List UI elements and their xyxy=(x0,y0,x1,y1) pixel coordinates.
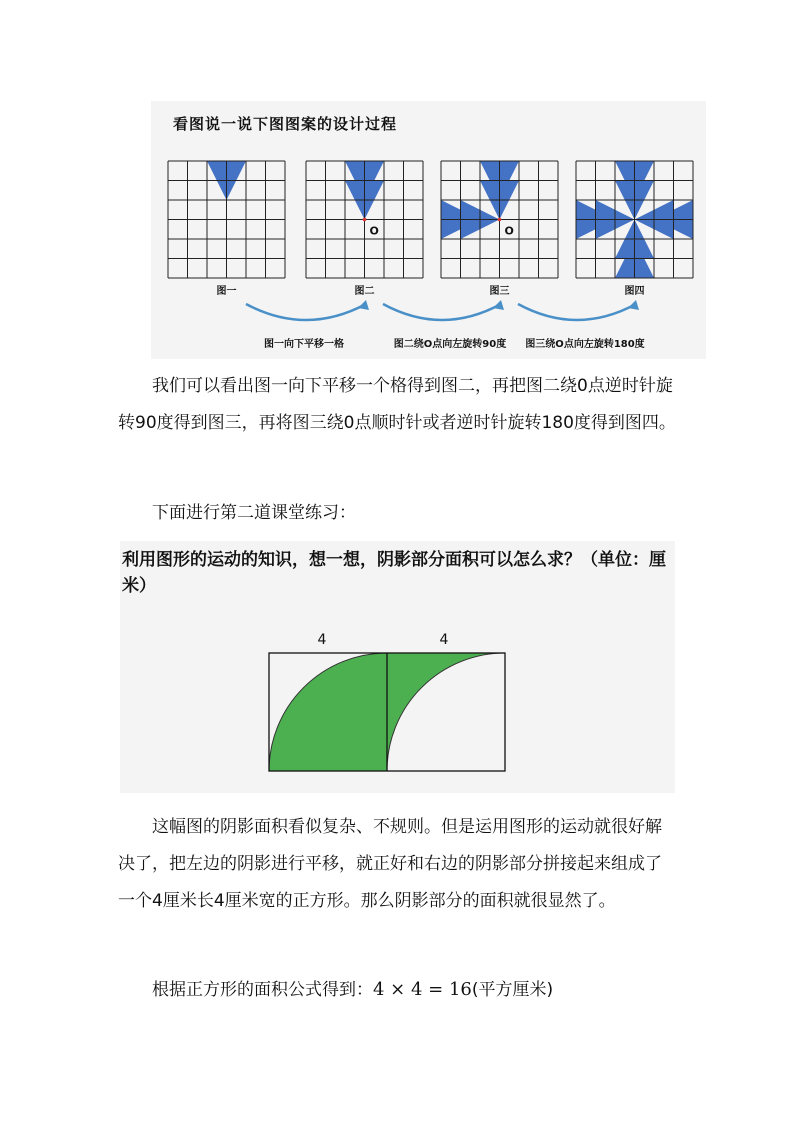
curved-arrow xyxy=(246,304,366,320)
figure-label: 图四 xyxy=(624,286,645,297)
point-o-label: O xyxy=(369,224,379,238)
formula-line xyxy=(152,975,553,1005)
paragraph-transform: 我们可以看出图一向下平移一个格得到图二，再把图二绕0点逆时针旋转90度得到图三，再将图三绕0点顺时针或者逆时针旋转180度得到图四。 xyxy=(118,376,676,433)
dim-label-left: 4 xyxy=(317,632,327,648)
grid-figures-svg xyxy=(151,101,706,359)
formula-prefix: 根据正方形的面积公式得到： xyxy=(152,980,373,1000)
curved-arrow xyxy=(518,304,636,320)
figure-label: 图一 xyxy=(216,286,237,297)
paragraph-explanation: 这幅图的阴影面积看似复杂、不规则。但是运用图形的运动就很好解决了，把左边的阴影进行平移，就正好和右边的阴影部分拼接起来组成了一个4厘米长4厘米宽的正方形。那么阴影部分的面积就很显然了。 xyxy=(118,817,662,911)
formula-unit: (平方厘米) xyxy=(471,980,554,1000)
shaded-area-svg xyxy=(120,541,675,793)
point-o-marker xyxy=(498,218,502,222)
design-process-figure xyxy=(151,101,706,359)
point-o-label: O xyxy=(504,224,514,238)
right-shaded-region xyxy=(387,653,505,771)
step-label: 图一向下平移一格 xyxy=(264,339,344,350)
point-o-marker xyxy=(363,218,367,222)
figure-title: 看图说一说下图图案的设计过程 xyxy=(173,115,398,133)
paragraph-exercise-intro: 下面进行第二道课堂练习： xyxy=(152,503,356,523)
exercise-question: 利用图形的运动的知识，想一想，阴影部分面积可以怎么求？（单位：厘米） xyxy=(122,550,666,596)
figure-label: 图二 xyxy=(354,286,375,297)
figure-label: 图三 xyxy=(489,286,510,297)
curved-arrow xyxy=(383,304,501,320)
dim-label-right: 4 xyxy=(439,632,449,648)
step-label: 图三绕O点向左旋转180度 xyxy=(525,339,645,350)
exercise-figure xyxy=(120,541,675,793)
left-shaded-region xyxy=(269,653,387,771)
step-label: 图二绕O点向左旋转90度 xyxy=(393,339,507,350)
formula-expression: 4 × 4 = 16 xyxy=(373,979,472,1000)
